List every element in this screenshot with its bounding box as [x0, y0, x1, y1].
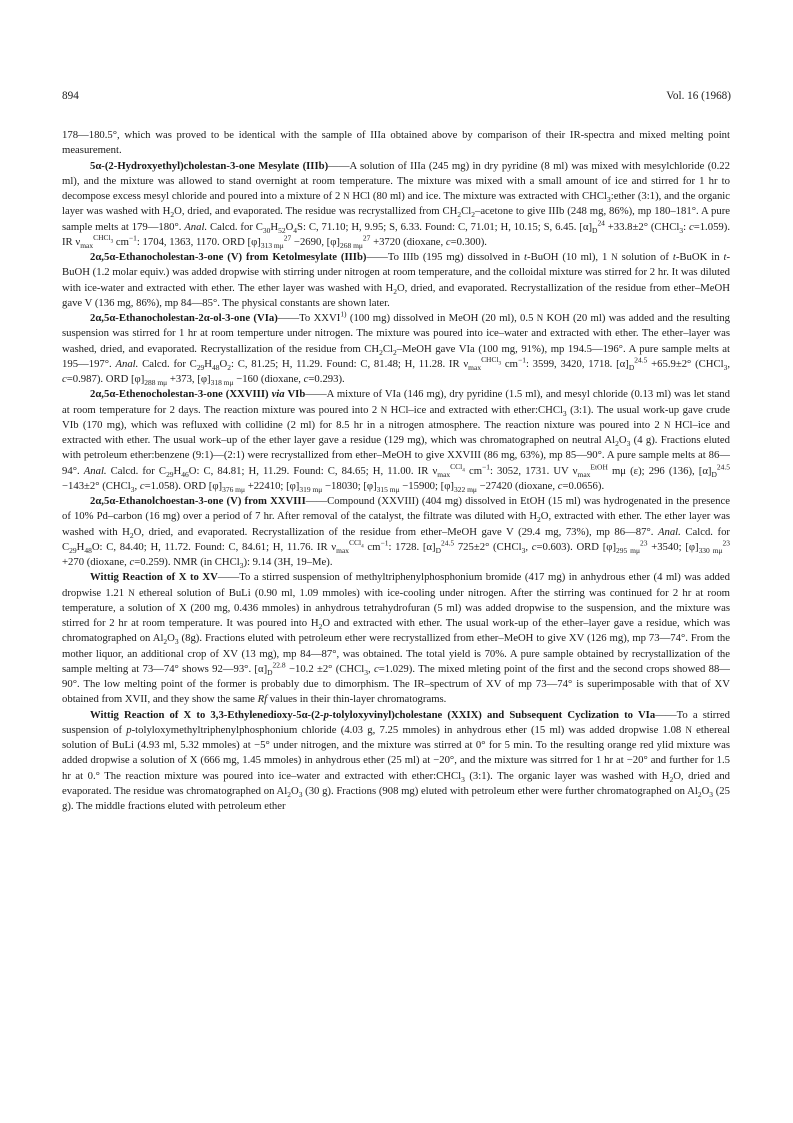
paragraph-text: ——A solution of IIIa (245 mg) in dry pyridine (8 ml) was mixed with mesylchloride (0.22 ml), and the mixture was allowed to stand overnight at room temperature. The mixture was mixed with a small amount of ice and stirred for 1 hr to decompose excess mesyl chloride and poured into a mixture of 2 N HCl (80 ml) and ice. The mixture was extracted with CHCl$_3$:ether (3:1), and the organic layer was washed with $H_2O$, dried, and evaporated. The residue was recrystallized from $CH_2Cl_2$–acetone to give IIIb (248 mg, 86%), mp 180–181°. A pure sample melts at 179—180°. Anal. Calcd. for $C_{30}H_{52}O_4S$: C, 71.10; H, 9.95; S, 6.33. Found: C, 71.01; H, 10.15; S, 6.45. $[\alpha]_D^{24} +33.8\pm 2^\circ$ (CHCl$_3$: c=1.059). IR $\nu_{max}^{CHCl_3}$ $cm^{-1}$: 1704, 1363, 1170. ORD $[\varphi]_{313 m\mu}^{27} -2690$, $[\varphi]_{268 m\mu}^{27} +3720$ (dioxane, c=0.300). — [62, 159, 730, 250]
section-heading: 2α,5α-Ethanocholestan-2α-ol-3-one (VIa) — [90, 312, 278, 324]
paragraph — [62, 494, 730, 570]
section-heading: Wittig Reaction of X to XV — [90, 571, 218, 584]
journal-volume: Vol. 16 (1968) — [666, 90, 731, 102]
section-heading: 2α,5α-Ethanocholestan-3-one (V) from Ketolmesylate (IIIb) — [90, 251, 367, 263]
running-header — [62, 90, 731, 102]
paragraph-text: ——A mixture of VIa (146 mg), dry pyridine (1.5 ml), and mesyl chloride (0.13 ml) was let stand at room temperature for 2 days. The reaction mixture was poured into 2 N HCl–ice and extracted with ether:CHCl$_3$ (3:1). The usual work-up gave crude VIb (170 mg), which was refluxed with collidine (2 ml) for 8.5 hr in a nitrogen atmosphere. The reaction nixture was poured into 2 N HCl–ice and extracted with ether. The usual work–up of the ether layer gave a residue (129 mg), which was chromatographed on neutral $Al_2O_3$ (4 g). Fractions eluted with petroleum ether:benzene (9:1)—(2:1) were recrystallized from ether–MeOH to give XXVIII (86 mg, 63%), mp 85—90°. A pure sample melts at 86—94°. Anal. Calcd. for $C_{29}H_{46}O$: C, 84.81; H, 11.29. Found: C, 84.65; H, 11.00. IR $\nu_{max}^{CCl_4}$ $cm^{-1}$: 3052, 1731. UV $\nu_{max}^{EtOH}$ mμ (ε); 296 (136), $[\alpha]_D^{24.5} -143\pm 2^\circ$ (CHCl$_3$, c=1.058). ORD $[\varphi]_{376 m\mu} +22410$; $[\varphi]_{319 m\mu} -18030$; $[\varphi]_{315 m\mu} -15900$; $[\varphi]_{322 m\mu} -27420$ (dioxane, c=0.0656). — [62, 388, 731, 494]
section-heading: 5α-(2-Hydroxyethyl)cholestan-3-one Mesylate (IIIb) — [90, 159, 329, 172]
paragraph — [62, 128, 730, 159]
paragraph — [62, 708, 730, 815]
paragraph-text: 178—180.5°, which was proved to be identical with the sample of IIIa obtained above by comparison of their IR-spectra and mixed melting point measurement. — [62, 129, 730, 157]
paragraph — [62, 159, 730, 251]
paragraph-text: ——To XXVI$^{1)}$ (100 mg) dissolved in MeOH (20 ml), 0.5 N KOH (20 ml) was added and the resulting suspension was stirred for 1 hr at room temperture under nitrogen. The mixture was poured into ice–water and extracted with ether. The ether–layer was washed, dried, and evaporated. Recrystallization of the residue from $CH_2Cl_2$–MeOH gave VIa (100 mg, 91%), mp 194.5—196°. A pure sample melts at 195—197°. Anal. Calcd. for $C_{29}H_{48}O_2$: C, 81.25; H, 11.29. Found: C, 81.48; H, 11.28. IR $\nu_{max}^{CHCl_3}$ $cm^{-1}$: 3599, 3420, 1718. $[\alpha]_D^{24.5} +65.9\pm 2^\circ$ (CHCl$_3$, c=0.987). ORD $[\varphi]_{288 m\mu} +373$, $[\varphi]_{318 m\mu} -160$ (dioxane, c=0.293). — [62, 309, 731, 388]
page-number: 894 — [62, 90, 79, 102]
section-heading: Wittig Reaction of X to 3,3-Ethylenedioxy-5α-(2-p-tolyloxyvinyl)cholestane (XXIX) and Subsequent Cyclization to VIa — [90, 708, 656, 721]
paragraph-text: ——To a stirred suspension of methyltriphenylphosphonium bromide (417 mg) in anhydrous ether (4 ml) was added dropwise 1.21 N ethereal solution of BuLi (0.90 ml, 1.09 mmoles) with ice-cooling under nitrogen. After the stirring was continued for 2 hr at room temperature, a solution of X (200 mg, 0.436 mmoles) in anhydrous tetrahydrofuran (5 ml) was added dropwise to the suspension, and the mixture was stirred for 2 hr at room temperature. It was poured into $H_2O$ and extracted with ether. The usual work-up of the ether–layer gave a residue, which was chromatographed on $Al_2O_3$ (8g). Fractions eluted with petroleum ether were recrystallized from ether–MeOH to give XV (126 mg), mp 73—74°. From the mother liquor, an additional crop of XV (13 mg), mp 84—87°, was obtained. The total yield is 70%. A pure sample obtained by recrystallization of the sample melting at 73—74° shows 92—93°. $[\alpha]_D^{22.8} -10.2 \pm 2^\circ$ (CHCl$_3$, c=1.029). The mixed mleting point of the first and the second crops showed 88—90°. The low melting point of the former is probably due to dimorphism. The IR–spectrum of XV of mp 73—74° is superimposable with that of XV obtained from XVII, and they show the same Rf values in their thin-layer chromatograms. — [62, 571, 730, 706]
section-heading: 2α,5α-Ethanolchoestan-3-one (V) from XXVIII — [90, 495, 306, 507]
section-heading: 2α,5α-Ethenocholestan-3-one (XXVIII) via VIb — [90, 388, 306, 401]
paragraph — [62, 570, 730, 707]
article-body — [62, 128, 730, 814]
paragraph-text: ——Compound (XXVIII) (404 mg) dissolved in EtOH (15 ml) was hydrogenated in the presence of 10% Pd–carbon (16 mg) over a period of 7 hr. After removal of the catalyst, the filtrate was diluted with $H_2O$, extracted with ether. The ether layer was washed with $H_2O$, dried, and evaporated. Recrystallization of the residue from ether–MeOH gave V (29.4 mg, 73%), mp 86—87°. Anal. Calcd. for $C_{29}H_{48}O$: C, 84.40; H, 11.72. Found: C, 84.61; H, 11.76. IR $\nu_{max}^{CCl_4}$ $cm^{-1}$: 1728. $[\alpha]_D^{24.5}$ 725±2° (CHCl$_3$, c=0.603). ORD $[\varphi]_{295 m\mu}^{23} +3540$; $[\varphi]_{330 m\mu}^{23} +270$ (dioxane, c=0.259). NMR (in CHCl$_3$): 9.14 (3H, 19–Me). — [62, 495, 731, 571]
paragraph — [62, 311, 730, 387]
paragraph — [62, 250, 730, 311]
paragraph-text: ——To a stirred suspension of p-tolyloxymethyltriphenylphosphonium chloride (4.03 g, 7.25 mmoles) in anhydrous ether (15 ml) was added dropwise 1.08 N ethereal solution of BuLi (4.93 ml, 5.32 mmoles) at −5° under nitrogen, and the mixture was stirred at 0° for 5 min. To the resulting orange red ylid mixture was added dropwise a solution of X (666 mg, 1.45 mmoles) in anhydrous ether (25 ml) at −20°, and the mixture was sitrred for 1 hr at −20° and further for 1.5 hr at 0.° The reaction mixture was poured into ice–water and extracted with ether:CHCl$_3$ (3:1). The organic layer was washed with $H_2O$, dried and evaporated. The residue was chromatographed on $Al_2O_3$ (30 g). Fractions (908 mg) eluted with petroleum ether were further chromatographed on $Al_2O_3$ (25 g). The middle fractions eluted with petroleum ether — [62, 708, 731, 812]
paragraph-text: ——To IIIb (195 mg) dissolved in t-BuOH (10 ml), 1 N solution of t-BuOK in t-BuOH (1.2 molar equiv.) was added dropwise with stirring under nitrogen at room temperature, and the colloidal mixture was stirred for 2 hr. It was diluted with ice-water and extracted with ether. The ether layer was washed with $H_2O$, dried, and evaporated. Recrystallization of the residue from ether–MeOH gave V (136 mg, 86%), mp 84—85°. The physical constants are shown later. — [62, 251, 731, 309]
paragraph — [62, 387, 730, 494]
